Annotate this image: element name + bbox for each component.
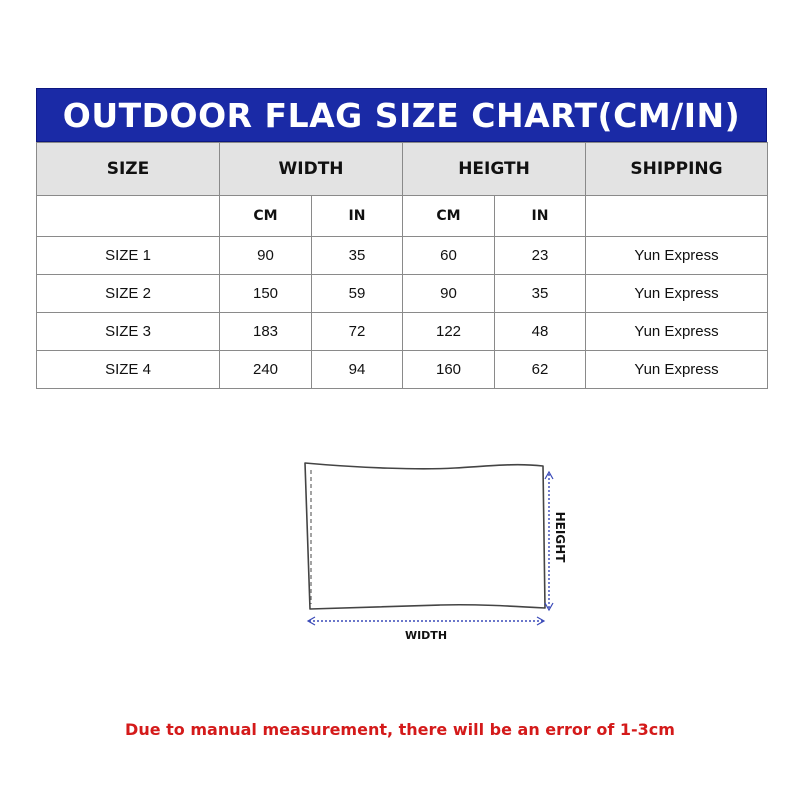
cell-size: SIZE 2 <box>37 275 220 313</box>
unit-height-in: IN <box>495 196 586 237</box>
cell-height-cm: 122 <box>403 313 495 351</box>
cell-shipping: Yun Express <box>586 351 768 389</box>
cell-width-cm: 90 <box>220 237 312 275</box>
cell-size: SIZE 4 <box>37 351 220 389</box>
unit-height-cm: CM <box>403 196 495 237</box>
cell-height-in: 35 <box>495 275 586 313</box>
chart-title: OUTDOOR FLAG SIZE CHART(CM/IN) <box>36 88 767 142</box>
cell-shipping: Yun Express <box>586 237 768 275</box>
cell-size: SIZE 1 <box>37 237 220 275</box>
cell-shipping: Yun Express <box>586 313 768 351</box>
unit-width-cm: CM <box>220 196 312 237</box>
header-height: HEIGTH <box>403 143 586 196</box>
cell-shipping: Yun Express <box>586 275 768 313</box>
flag-outline <box>305 463 545 609</box>
cell-width-in: 94 <box>312 351 403 389</box>
cell-width-in: 59 <box>312 275 403 313</box>
cell-width-cm: 183 <box>220 313 312 351</box>
cell-width-cm: 150 <box>220 275 312 313</box>
unit-width-in: IN <box>312 196 403 237</box>
cell-height-in: 62 <box>495 351 586 389</box>
height-label: HEIGHT <box>553 511 567 563</box>
header-size: SIZE <box>37 143 220 196</box>
cell-height-in: 23 <box>495 237 586 275</box>
cell-height-in: 48 <box>495 313 586 351</box>
cell-width-cm: 240 <box>220 351 312 389</box>
cell-size: SIZE 3 <box>37 313 220 351</box>
measurement-note: Due to manual measurement, there will be an error of 1-3cm <box>125 720 675 739</box>
cell-width-in: 35 <box>312 237 403 275</box>
cell-height-cm: 160 <box>403 351 495 389</box>
width-label: WIDTH <box>404 629 448 642</box>
cell-height-cm: 60 <box>403 237 495 275</box>
cell-height-cm: 90 <box>403 275 495 313</box>
header-width: WIDTH <box>220 143 403 196</box>
header-shipping: SHIPPING <box>586 143 768 196</box>
cell-width-in: 72 <box>312 313 403 351</box>
